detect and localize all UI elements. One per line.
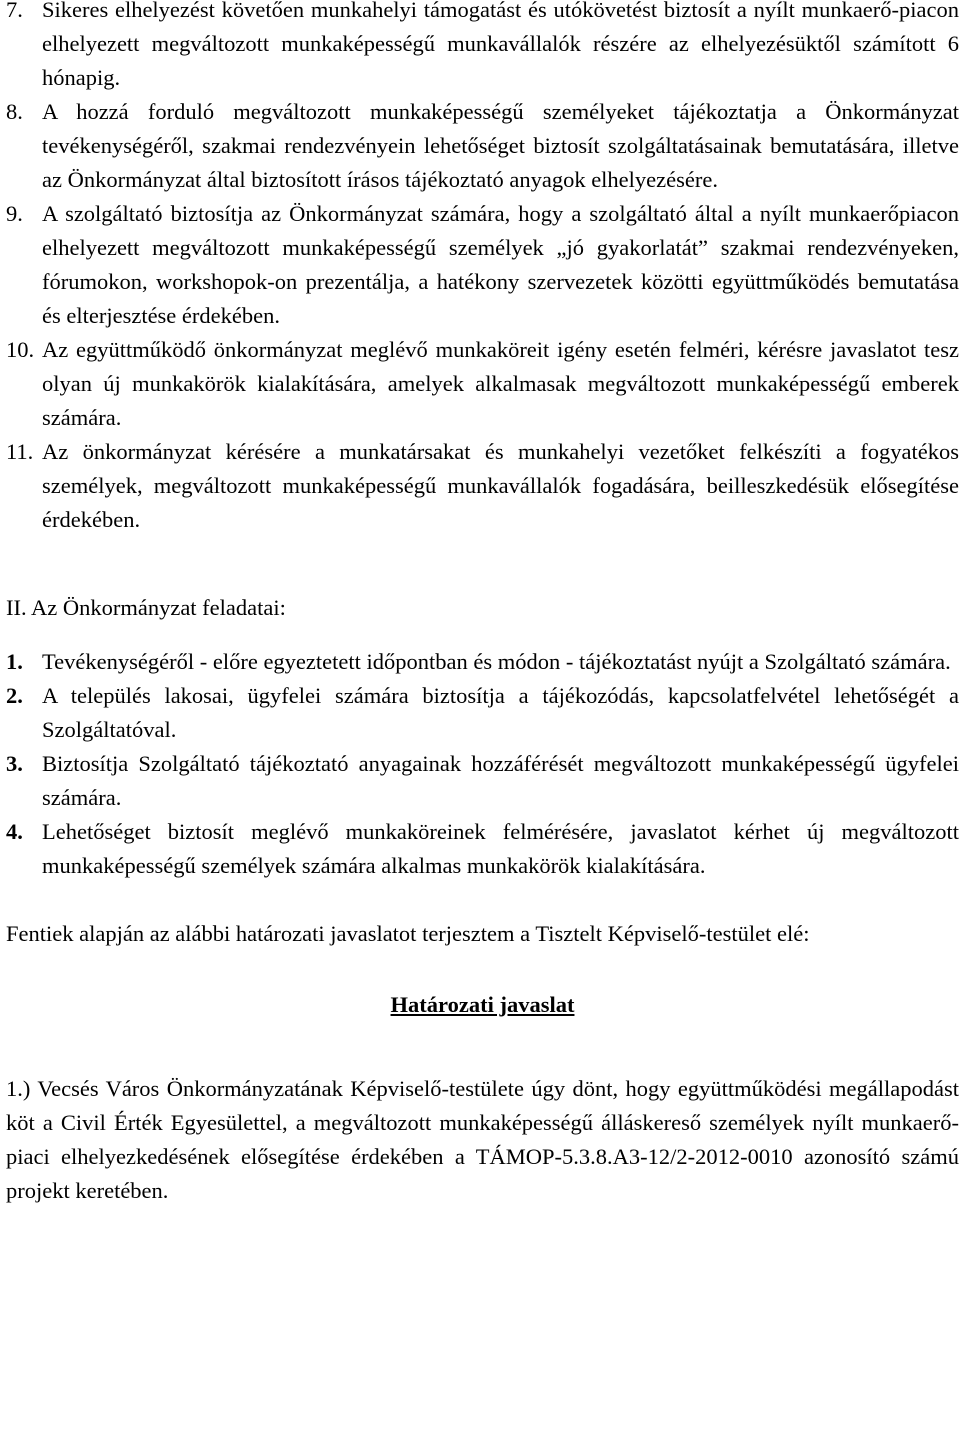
- item-number: 1.: [6, 649, 23, 674]
- item-text: Tevékenységéről - előre egyeztetett időpontban és módon - tájékoztatást nyújt a Szolgáltató számára.: [42, 649, 951, 674]
- item-text: A szolgáltató biztosítja az Önkormányzat számára, hogy a szolgáltató által a nyílt munkaerőpiacon elhelyezett megváltozott munkaképességű személyek „jó gyakorlatát” szakmai rendezvényeken, fórumokon, workshopok-on prezentálja, a hatékony szervezetek közötti együttműködés bemutatása és elterjesztése érdekében.: [42, 201, 959, 328]
- item-text: A hozzá forduló megváltozott munkaképességű személyeket tájékoztatja a Önkormányzat tevékenységéről, szakmai rendezvényein lehetőséget biztosít szolgáltatásainak bemutatására, illetve az Önkormányzat által biztosított írásos tájékoztató anyagok elhelyezésére.: [42, 99, 959, 192]
- section-heading: II. Az Önkormányzat feladatai:: [6, 595, 286, 620]
- list-item: [6, 645, 959, 679]
- item-number: 7.: [6, 0, 23, 22]
- item-number: 2.: [6, 683, 23, 708]
- intro-paragraph: Fentiek alapján az alábbi határozati javaslatot terjesztem a Tisztelt Képviselő-testület elé:: [6, 921, 810, 946]
- list-item: [6, 679, 959, 747]
- item-text: Az együttműködő önkormányzat meglévő munkaköreit igény esetén felméri, kérésre javaslatot tesz olyan új munkakörök kialakítására, amelyek alkalmasak megváltozott munkaképességű emberek számára.: [42, 337, 959, 430]
- list-item: [6, 95, 959, 197]
- item-number: 10.: [6, 337, 35, 362]
- item-text: Biztosítja Szolgáltató tájékoztató anyagainak hozzáférését megváltozott munkaképességű ügyfelei számára.: [42, 751, 959, 810]
- list-item: [6, 747, 959, 815]
- item-number: 11.: [6, 439, 34, 464]
- decision-paragraph: 1.) Vecsés Város Önkormányzatának Képviselő-testülete úgy dönt, hogy együttműködési megállapodást köt a Civil Érték Egyesülettel, a megváltozott munkaképességű álláskereső személyek nyílt munkaerő-piaci elhelyezkedésének elősegítése érdekében a TÁMOP-5.3.8.A3-12/2-2012-0010 azonosító számú projekt keretében.: [6, 1076, 959, 1203]
- list-item: [6, 0, 959, 95]
- service-provider-duties-list: [6, 0, 959, 537]
- item-number: 3.: [6, 751, 23, 776]
- list-item: [6, 815, 959, 883]
- item-text: Lehetőséget biztosít meglévő munkaköreinek felmérésére, javaslatot kérhet új megváltozott munkaképességű személyek számára alkalmas munkakörök kialakítására.: [42, 819, 959, 878]
- proposal-title: Határozati javaslat: [390, 992, 575, 1017]
- item-text: A település lakosai, ügyfelei számára biztosítja a tájékozódás, kapcsolatfelvétel lehetőségét a Szolgáltatóval.: [42, 683, 959, 742]
- document-page: [6, 0, 959, 1208]
- list-item: [6, 435, 959, 537]
- item-text: Az önkormányzat kérésére a munkatársakat és munkahelyi vezetőket felkészíti a fogyatékos személyek, megváltozott munkaképességű munkavállalók fogadására, beilleszkedésük elősegítése érdekében.: [42, 439, 959, 532]
- list-item: [6, 333, 959, 435]
- item-number: 9.: [6, 201, 23, 226]
- item-number: 8.: [6, 99, 23, 124]
- item-number: 4.: [6, 819, 23, 844]
- municipality-duties-list: [6, 645, 959, 883]
- item-text: Sikeres elhelyezést követően munkahelyi támogatást és utókövetést biztosít a nyílt munkaerő-piacon elhelyezett megváltozott munkaképességű munkavállalók részére az elhelyezésüktől számított 6 hónapig.: [42, 0, 959, 90]
- list-item: [6, 197, 959, 333]
